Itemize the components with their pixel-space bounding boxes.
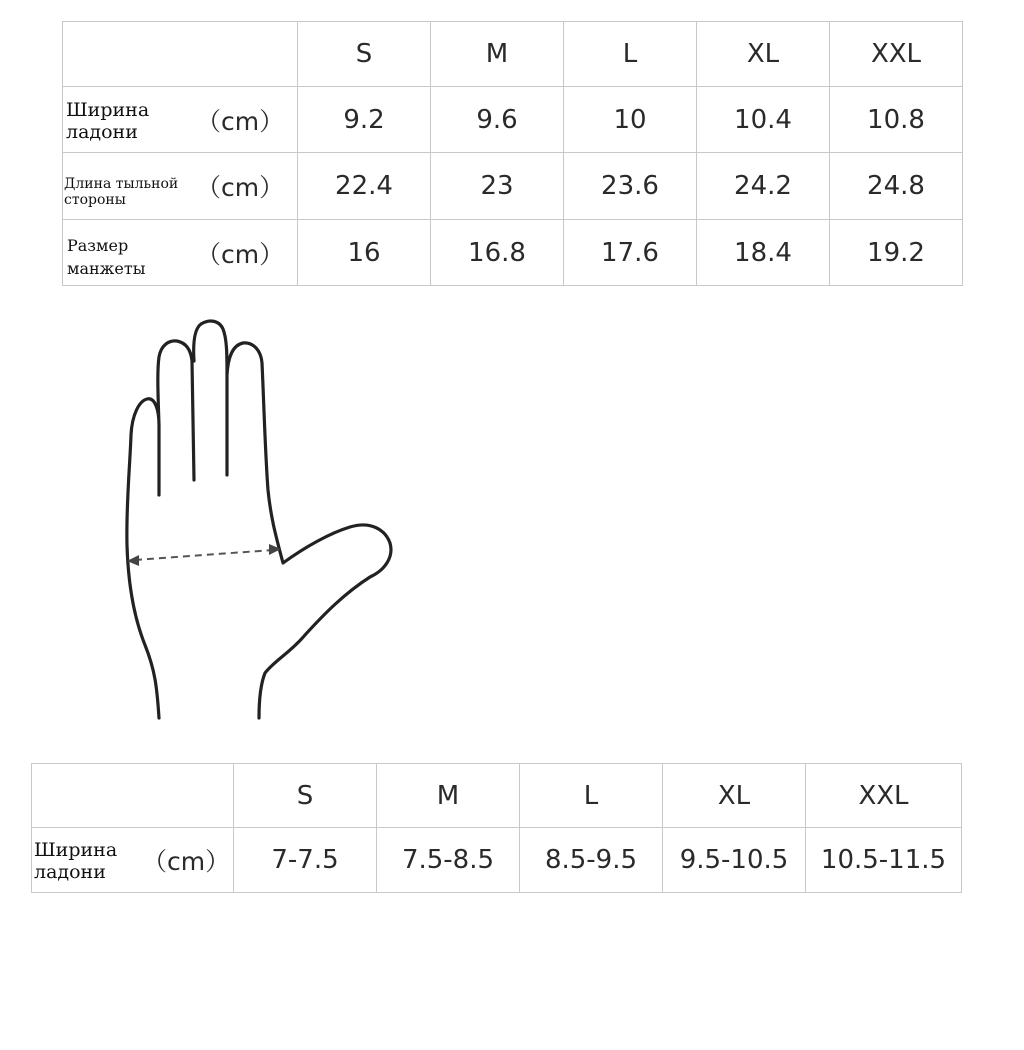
header-size-xl: XL (697, 22, 830, 87)
value-cell: 10.4 (697, 87, 830, 153)
header-empty-cell (63, 22, 298, 87)
value-cell: 16.8 (431, 220, 564, 286)
size-table-bottom (31, 763, 962, 893)
header-size-l: L (564, 22, 697, 87)
header-size-l: L (520, 764, 663, 828)
value-cell: 24.8 (830, 153, 963, 220)
value-cell: 23 (431, 153, 564, 220)
table-header-row (32, 764, 962, 828)
header-empty-cell (32, 764, 234, 828)
header-size-m: M (377, 764, 520, 828)
table-row (63, 153, 963, 220)
unit-label: （cm） (196, 106, 285, 136)
value-cell: 10.8 (830, 87, 963, 153)
palm-width-label: Ширина ладони (34, 839, 118, 883)
value-cell: 22.4 (298, 153, 431, 220)
hand-palm-width-icon (115, 315, 405, 730)
value-cell: 18.4 (697, 220, 830, 286)
cuff-size-label: Размер манжеты (67, 236, 146, 279)
value-cell: 7-7.5 (234, 828, 377, 893)
value-cell: 24.2 (697, 153, 830, 220)
value-cell: 8.5-9.5 (520, 828, 663, 893)
header-size-xxl: XXL (806, 764, 962, 828)
unit-label: （cm） (142, 847, 231, 876)
value-cell: 7.5-8.5 (377, 828, 520, 893)
unit-label: （cm） (196, 173, 285, 202)
value-cell: 19.2 (830, 220, 963, 286)
back-length-label: Длина тыльной стороны (64, 176, 179, 209)
header-size-s: S (234, 764, 377, 828)
table-row (63, 220, 963, 286)
row-label-cell (63, 87, 298, 153)
header-size-s: S (298, 22, 431, 87)
unit-label: （cm） (196, 239, 285, 269)
value-cell: 23.6 (564, 153, 697, 220)
value-cell: 9.5-10.5 (663, 828, 806, 893)
value-cell: 16 (298, 220, 431, 286)
value-cell: 9.2 (298, 87, 431, 153)
row-label-cell (63, 153, 298, 220)
table-header-row (63, 22, 963, 87)
value-cell: 10.5-11.5 (806, 828, 962, 893)
header-size-xxl: XXL (830, 22, 963, 87)
row-label-cell (32, 828, 234, 893)
table-row (32, 828, 962, 893)
row-label-cell (63, 220, 298, 286)
value-cell: 9.6 (431, 87, 564, 153)
header-size-m: M (431, 22, 564, 87)
value-cell: 17.6 (564, 220, 697, 286)
size-table-top (62, 21, 963, 286)
header-size-xl: XL (663, 764, 806, 828)
palm-width-label: Ширина ладони (66, 99, 150, 143)
table-row (63, 87, 963, 153)
value-cell: 10 (564, 87, 697, 153)
